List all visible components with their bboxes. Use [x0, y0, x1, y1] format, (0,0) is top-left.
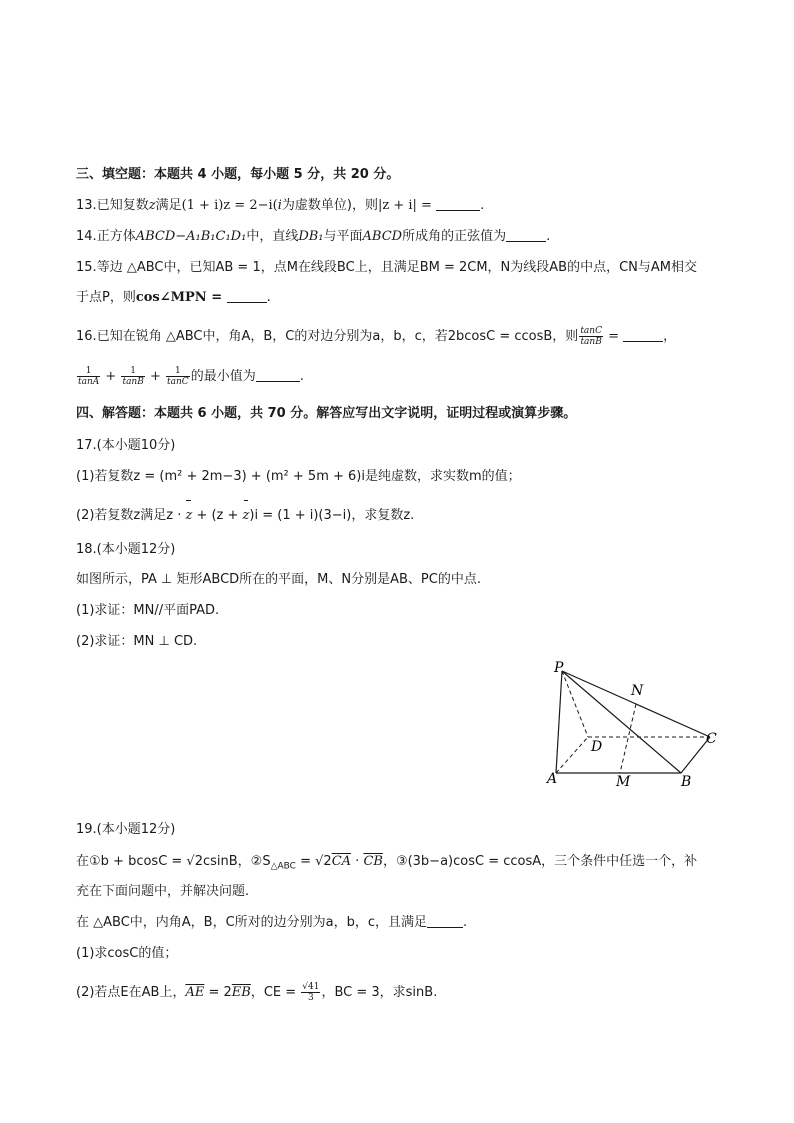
- q14-end: .: [546, 229, 551, 244]
- q13-number: 13.: [76, 198, 97, 213]
- q16-fraction-2: [121, 366, 144, 387]
- q15-end: .: [266, 290, 271, 305]
- q19-ce-num: √41: [302, 982, 320, 992]
- q19-part2: [76, 982, 437, 1003]
- q17-part1: (1)若复数z = (m² + 2m−3) + (m² + 5m + 6)i是纯虚数，求实数m的值；: [76, 469, 521, 484]
- q16-f2-den: tanB: [122, 377, 144, 387]
- q16-f3-den: tanC: [167, 377, 189, 387]
- q17-header: 17.(本小题10分): [76, 438, 176, 453]
- q14-line: DB₁: [298, 229, 324, 244]
- q17-part2-b: + (z +: [192, 508, 243, 523]
- q16-f3-num: 1: [166, 366, 190, 377]
- q16-tan-ratio-fraction: [579, 326, 603, 347]
- q16-line1-eq: =: [603, 329, 624, 344]
- q14-cube: ABCD−A₁B₁C₁D₁: [135, 229, 247, 244]
- q19-ce-fraction: [301, 982, 320, 1003]
- q16-number: 16.: [76, 329, 97, 344]
- q13-var-i: i: [277, 198, 282, 213]
- q19-line1-sub: △ABC: [270, 861, 296, 872]
- q16-fraction-1: [77, 366, 100, 387]
- q19-line1-b: = √2: [295, 854, 332, 869]
- q18-pyramid-figure: [540, 655, 730, 795]
- q16-frac-num: tanC: [580, 326, 602, 336]
- q16-answer-blank-1[interactable]: [623, 327, 663, 342]
- q19-line1: [76, 852, 697, 877]
- q15-line2-expr: cos∠MPN =: [135, 290, 227, 305]
- q18-part1: (1)求证：MN//平面PAD.: [76, 603, 220, 618]
- q13-answer-blank[interactable]: [436, 196, 480, 211]
- q19-vec-cb: $\overline{CB}$: [363, 854, 383, 869]
- q19-line1-c: ，③(3b−a)cosC = ccosA，三个条件中任选一个，补: [382, 854, 698, 869]
- q16-line1-end: ，: [663, 329, 677, 344]
- q14-answer-blank[interactable]: [506, 227, 546, 242]
- q19-part2-c: ，BC = 3，求sinB.: [321, 985, 438, 1000]
- label-D: D: [591, 739, 603, 755]
- q16-f1-den: tanA: [78, 377, 100, 387]
- q16-line2-text: 的最小值为: [190, 369, 256, 384]
- q19-part2-a: (2)若点E在AB上，: [76, 985, 186, 1000]
- q18-part2: (2)求证：MN ⊥ CD.: [76, 634, 198, 649]
- q13-text-b: 满足: [155, 198, 182, 213]
- q13-var-z: z: [148, 198, 156, 213]
- q16-line1-a: 已知在锐角 △ABC中，角A，B，C的对边分别为a，b，c，若2bcosC = ccosB，则: [96, 329, 579, 344]
- q19-vec-ca: $\overline{CA}$: [331, 854, 352, 869]
- q19-vec-eb: $\overline{EB}$: [231, 985, 251, 1000]
- q19-header: 19.(本小题12分): [76, 822, 176, 837]
- q13-end: .: [480, 198, 485, 213]
- label-N: N: [631, 683, 644, 699]
- section4-title: 四、解答题：本题共 6 小题，共 70 分。解答应写出文字说明，证明过程或演算步骤。: [76, 406, 577, 421]
- q19-part2-b: ，CE =: [250, 985, 301, 1000]
- q14-text-c: 与平面: [323, 229, 363, 244]
- edge-AD: [556, 737, 588, 773]
- question-13: [76, 196, 484, 216]
- q16-f1-num: 1: [77, 366, 100, 377]
- q19-line2: 充在下面问题中，并解决问题.: [76, 884, 250, 899]
- q19-condition-blank[interactable]: [427, 913, 463, 928]
- q19-line1-a: 在①b + bcosC = √2csinB，②S: [76, 854, 271, 869]
- q14-text-a: 正方体: [96, 229, 136, 244]
- question-15-line1: [76, 258, 697, 278]
- q16-f2-num: 1: [121, 366, 144, 377]
- label-B: B: [681, 774, 692, 790]
- q18-stem: 如图所示，PA ⊥ 矩形ABCD所在的平面，M、N分别是AB、PC的中点.: [76, 572, 481, 587]
- q15-line2-a: 于点P，则: [76, 290, 136, 305]
- q19-vec-ae: $\overline{AE}$: [185, 985, 205, 1000]
- q19-part1: (1)求cosC的值；: [76, 946, 178, 961]
- q19-part2-eq: = 2: [204, 985, 232, 1000]
- q13-text-a: 已知复数: [96, 198, 149, 213]
- q13-text-c: 为虚数单位)，则: [281, 198, 378, 213]
- label-C: C: [706, 731, 717, 747]
- section3-title: 三、填空题：本题共 4 小题，每小题 5 分，共 20 分。: [76, 167, 400, 182]
- q18-header: 18.(本小题12分): [76, 542, 176, 557]
- label-P: P: [554, 660, 564, 676]
- q14-plane: ABCD: [362, 229, 403, 244]
- q16-end: .: [299, 369, 304, 384]
- question-16-line1: [76, 326, 676, 347]
- q19-ce-den: 3: [308, 993, 314, 1003]
- q13-expr: (1 + i)z = 2−i(: [181, 198, 278, 213]
- q17-part2-c: )i = (1 + i)(3−i)，求复数z.: [249, 508, 415, 523]
- q15-answer-blank[interactable]: [227, 288, 267, 303]
- q17-part2: [76, 506, 414, 526]
- q17-part2-a: (2)若复数z满足z ·: [76, 508, 186, 523]
- q19-line3-a: 在 △ABC中，内角A，B，C所对的边分别为a，b，c，且满足: [76, 915, 428, 930]
- q19-line3: [76, 913, 467, 933]
- question-15-line2: [76, 288, 271, 308]
- question-16-line2: $\frac{1}{\tan A}$ + $\frac{1}{\tan B}$ + $\frac{1}{\tan C}$ 的最小值为 .: [78, 366, 304, 387]
- q15-number: 15.: [76, 260, 97, 275]
- q17-zbar-2: z: [243, 506, 250, 526]
- q13-expr2: |z + i| =: [377, 198, 437, 213]
- q19-line3-end: .: [463, 915, 468, 930]
- q14-text-d: 所成角的正弦值为: [402, 229, 507, 244]
- q14-text-b: 中，直线: [246, 229, 299, 244]
- q14-number: 14.: [76, 229, 97, 244]
- q15-line1: 等边 △ABC中，已知AB = 1，点M在线段BC上，且满足BM = 2CM，N为线段AB的中点，CN与AM相交: [96, 260, 698, 275]
- edge-PB: [562, 671, 681, 773]
- q16-frac-den: tanB: [580, 337, 602, 347]
- edge-PA: [556, 671, 562, 773]
- q17-zbar-1: z: [185, 506, 192, 526]
- label-A: A: [547, 771, 558, 787]
- question-14: [76, 227, 550, 247]
- label-M: M: [616, 774, 631, 790]
- q16-fraction-3: [166, 366, 190, 387]
- segment-MN: [620, 704, 636, 773]
- q19-line1-dot: ·: [351, 854, 364, 869]
- q16-answer-blank-2[interactable]: [256, 367, 300, 382]
